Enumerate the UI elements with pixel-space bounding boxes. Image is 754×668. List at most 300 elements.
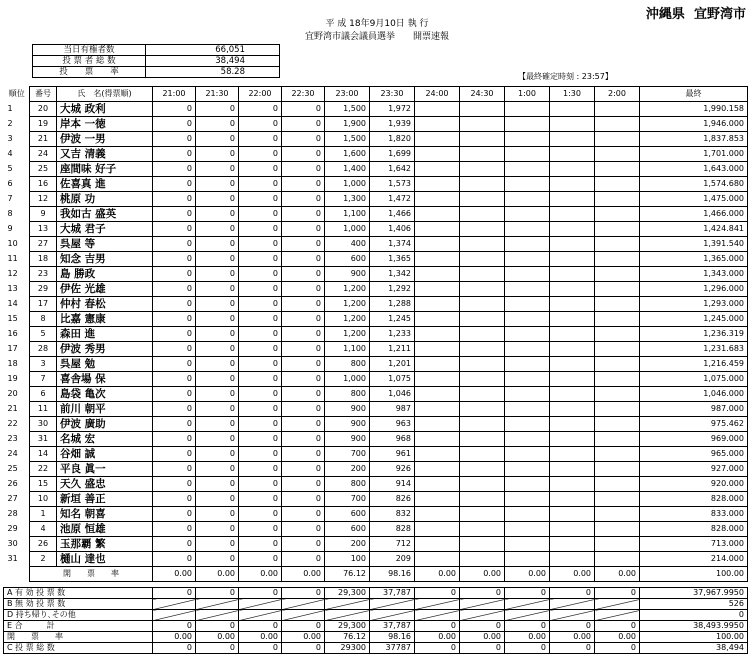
candidate-name: 知名 朝喜 xyxy=(57,507,153,522)
vote-count xyxy=(595,102,640,117)
vote-count xyxy=(550,237,595,252)
candidate-row xyxy=(4,207,748,222)
vote-count: 209 xyxy=(370,552,415,567)
vote-count xyxy=(460,387,505,402)
vote-count xyxy=(460,207,505,222)
vote-count: 1,200 xyxy=(325,297,370,312)
candidate-number: 11 xyxy=(30,402,57,417)
time-header: 21:00 xyxy=(153,87,196,102)
totals-value: 0.00 xyxy=(460,632,505,643)
candidate-number: 2 xyxy=(30,552,57,567)
vote-count xyxy=(505,252,550,267)
rank-cell: 18 xyxy=(7,359,18,368)
vote-count xyxy=(505,117,550,132)
results-table xyxy=(3,86,748,654)
vote-count: 0 xyxy=(153,432,196,447)
candidate-number: 3 xyxy=(30,357,57,372)
vote-count: 0 xyxy=(282,237,325,252)
vote-count xyxy=(505,387,550,402)
vote-count: 0 xyxy=(282,297,325,312)
vote-count xyxy=(550,492,595,507)
vote-count xyxy=(415,177,460,192)
vote-count: 0 xyxy=(153,177,196,192)
vote-count xyxy=(415,327,460,342)
summary-value: 38,494 xyxy=(146,56,280,67)
vote-count xyxy=(415,552,460,567)
time-header: 24:30 xyxy=(460,87,505,102)
rank-header: 順位 xyxy=(8,89,25,98)
vote-count xyxy=(415,432,460,447)
rank-cell xyxy=(4,567,30,582)
vote-count: 0 xyxy=(239,162,282,177)
vote-count: 0 xyxy=(239,252,282,267)
rank-cell: 9 xyxy=(7,224,13,233)
vote-count: 0 xyxy=(196,462,239,477)
vote-count: 0 xyxy=(196,312,239,327)
time-header: 2:00 xyxy=(595,87,640,102)
vote-count: 0 xyxy=(239,102,282,117)
vote-count: 1,406 xyxy=(370,222,415,237)
summary-label: 投 票 率 xyxy=(33,67,146,78)
vote-count: 800 xyxy=(325,357,370,372)
vote-count xyxy=(460,237,505,252)
candidate-number: 10 xyxy=(30,492,57,507)
candidate-number: 26 xyxy=(30,537,57,552)
vote-count: 0 xyxy=(196,267,239,282)
vote-count: 800 xyxy=(325,477,370,492)
vote-count xyxy=(415,507,460,522)
totals-value: 29300 xyxy=(325,643,370,654)
final-votes: 1,343.000 xyxy=(640,267,748,282)
time-header: 23:30 xyxy=(370,87,415,102)
final-votes: 1,231.683 xyxy=(640,342,748,357)
vote-count xyxy=(595,477,640,492)
vote-count xyxy=(595,462,640,477)
vote-count: 0 xyxy=(153,117,196,132)
vote-count: 1,374 xyxy=(370,237,415,252)
vote-count: 0 xyxy=(239,507,282,522)
vote-count: 0 xyxy=(239,447,282,462)
final-votes: 833.000 xyxy=(640,507,748,522)
totals-value: 0 xyxy=(460,621,505,632)
candidate-row xyxy=(4,477,748,492)
final-votes: 828.000 xyxy=(640,522,748,537)
candidate-row xyxy=(4,462,748,477)
final-votes: 1,424.841 xyxy=(640,222,748,237)
time-header: 22:30 xyxy=(282,87,325,102)
candidate-row xyxy=(4,237,748,252)
vote-count xyxy=(505,372,550,387)
vote-count xyxy=(505,132,550,147)
vote-count: 0 xyxy=(282,132,325,147)
candidate-number: 28 xyxy=(30,342,57,357)
vote-count xyxy=(595,297,640,312)
vote-count xyxy=(505,357,550,372)
vote-count xyxy=(595,447,640,462)
vote-count: 0 xyxy=(239,387,282,402)
vote-count: 987 xyxy=(370,402,415,417)
candidate-number: 14 xyxy=(30,447,57,462)
vote-count xyxy=(505,192,550,207)
vote-count xyxy=(460,342,505,357)
rank-cell: 5 xyxy=(7,164,13,173)
candidate-row xyxy=(4,537,748,552)
totals-label: A 有 効 投 票 数 xyxy=(4,588,153,599)
candidate-row xyxy=(4,342,748,357)
vote-count: 0 xyxy=(239,402,282,417)
candidate-name: 森田 進 xyxy=(57,327,153,342)
candidate-number: 15 xyxy=(30,477,57,492)
vote-count: 1,000 xyxy=(325,372,370,387)
candidate-number: 23 xyxy=(30,267,57,282)
vote-count: 1,200 xyxy=(325,282,370,297)
vote-count: 1,200 xyxy=(325,327,370,342)
totals-value: 0 xyxy=(153,621,196,632)
final-votes: 1,365.000 xyxy=(640,252,748,267)
totals-final: 38,493.9950 xyxy=(640,621,748,632)
rank-cell: 12 xyxy=(7,269,18,278)
candidate-number: 8 xyxy=(30,312,57,327)
candidate-name: 天久 盛忠 xyxy=(57,477,153,492)
totals-value xyxy=(153,599,196,610)
candidate-row xyxy=(4,297,748,312)
vote-count: 0 xyxy=(153,447,196,462)
vote-count xyxy=(505,537,550,552)
final-votes: 1,236.319 xyxy=(640,327,748,342)
vote-count: 0 xyxy=(153,357,196,372)
candidate-row xyxy=(4,162,748,177)
totals-label: D 持ち帰り､その他 xyxy=(4,610,153,621)
vote-count: 0 xyxy=(239,492,282,507)
vote-count: 0 xyxy=(196,357,239,372)
candidate-number: 24 xyxy=(30,147,57,162)
vote-count: 1,820 xyxy=(370,132,415,147)
vote-count: 0 xyxy=(196,447,239,462)
candidate-name: 玉那覇 繁 xyxy=(57,537,153,552)
vote-count xyxy=(550,552,595,567)
totals-value: 0 xyxy=(550,621,595,632)
vote-count: 968 xyxy=(370,432,415,447)
vote-count xyxy=(415,237,460,252)
totals-value: 0.00 xyxy=(196,632,239,643)
vote-count xyxy=(550,102,595,117)
final-votes: 214.000 xyxy=(640,552,748,567)
vote-count: 0 xyxy=(282,222,325,237)
vote-count: 0 xyxy=(239,537,282,552)
final-votes: 1,574.680 xyxy=(640,177,748,192)
candidate-name: 桃原 功 xyxy=(57,192,153,207)
totals-value: 0 xyxy=(595,643,640,654)
rank-cell: 10 xyxy=(7,239,18,248)
vote-count: 0 xyxy=(153,312,196,327)
counting-rate-value: 0.00 xyxy=(415,567,460,582)
vote-count xyxy=(505,462,550,477)
vote-count: 0 xyxy=(196,387,239,402)
summary-value: 66,051 xyxy=(146,45,280,56)
vote-count: 0 xyxy=(153,207,196,222)
vote-count: 1,900 xyxy=(325,117,370,132)
rank-cell: 27 xyxy=(7,494,18,503)
city-name: 宜野湾市 xyxy=(693,7,746,22)
vote-count: 0 xyxy=(282,102,325,117)
rank-cell: 23 xyxy=(7,434,18,443)
rank-cell: 30 xyxy=(7,539,18,548)
candidate-name: 知念 吉男 xyxy=(57,252,153,267)
vote-count: 0 xyxy=(196,432,239,447)
vote-count: 0 xyxy=(196,342,239,357)
candidate-row xyxy=(4,147,748,162)
vote-count: 0 xyxy=(153,537,196,552)
vote-count: 0 xyxy=(153,372,196,387)
vote-count: 0 xyxy=(196,372,239,387)
totals-row xyxy=(4,621,748,632)
vote-count: 0 xyxy=(153,297,196,312)
totals-final: 38,494 xyxy=(640,643,748,654)
totals-value xyxy=(460,610,505,621)
final-votes: 1,075.000 xyxy=(640,372,748,387)
time-header: 22:00 xyxy=(239,87,282,102)
vote-count: 0 xyxy=(282,342,325,357)
vote-count xyxy=(460,537,505,552)
totals-value xyxy=(415,599,460,610)
vote-count xyxy=(595,177,640,192)
totals-value: 0.00 xyxy=(415,632,460,643)
vote-count: 1,939 xyxy=(370,117,415,132)
vote-count xyxy=(415,342,460,357)
vote-count: 0 xyxy=(196,117,239,132)
vote-count xyxy=(550,342,595,357)
summary-row xyxy=(33,56,280,67)
vote-count: 1,300 xyxy=(325,192,370,207)
totals-value xyxy=(282,610,325,621)
totals-value: 37787 xyxy=(370,643,415,654)
vote-count xyxy=(460,492,505,507)
vote-count xyxy=(460,177,505,192)
vote-count: 0 xyxy=(282,552,325,567)
vote-count: 0 xyxy=(153,147,196,162)
vote-count: 0 xyxy=(239,342,282,357)
rank-cell: 6 xyxy=(7,179,13,188)
totals-value: 0 xyxy=(153,643,196,654)
vote-count: 0 xyxy=(282,477,325,492)
rank-cell: 16 xyxy=(7,329,18,338)
counting-rate-row xyxy=(4,567,748,582)
election-title: 宜野湾市議会議員選挙 開票速報 xyxy=(304,32,449,42)
candidate-name: 島 勝政 xyxy=(57,267,153,282)
vote-count xyxy=(595,207,640,222)
candidate-row xyxy=(4,372,748,387)
vote-count xyxy=(460,372,505,387)
vote-count xyxy=(460,222,505,237)
vote-count xyxy=(550,447,595,462)
vote-count xyxy=(550,132,595,147)
final-votes: 927.000 xyxy=(640,462,748,477)
vote-count: 0 xyxy=(282,492,325,507)
vote-count: 0 xyxy=(282,432,325,447)
rank-cell: 8 xyxy=(7,209,13,218)
vote-count: 0 xyxy=(196,417,239,432)
vote-count xyxy=(505,552,550,567)
vote-count xyxy=(505,162,550,177)
candidate-number: 25 xyxy=(30,162,57,177)
vote-count xyxy=(460,462,505,477)
vote-count: 0 xyxy=(282,387,325,402)
totals-value: 0.00 xyxy=(595,632,640,643)
final-votes: 1,293.000 xyxy=(640,297,748,312)
candidate-row xyxy=(4,552,748,567)
candidate-number: 19 xyxy=(30,117,57,132)
vote-count xyxy=(460,507,505,522)
candidate-name: 伊佐 光雄 xyxy=(57,282,153,297)
final-votes: 1,245.000 xyxy=(640,312,748,327)
vote-count: 0 xyxy=(239,177,282,192)
vote-count: 0 xyxy=(153,507,196,522)
vote-count xyxy=(550,117,595,132)
vote-count xyxy=(415,207,460,222)
vote-count xyxy=(595,162,640,177)
candidate-name: 佐喜真 進 xyxy=(57,177,153,192)
rank-cell: 14 xyxy=(7,299,18,308)
candidate-number: 6 xyxy=(30,387,57,402)
vote-count xyxy=(595,282,640,297)
vote-count xyxy=(415,417,460,432)
vote-count: 0 xyxy=(153,252,196,267)
candidate-number: 1 xyxy=(30,507,57,522)
vote-count: 0 xyxy=(282,312,325,327)
candidate-name: 谷畑 誠 xyxy=(57,447,153,462)
vote-count xyxy=(505,267,550,282)
vote-count: 900 xyxy=(325,432,370,447)
vote-count: 0 xyxy=(196,237,239,252)
final-confirmation-time: 【最終確定時刻 : 23:57】 xyxy=(518,72,613,81)
candidate-number: 31 xyxy=(30,432,57,447)
vote-count: 0 xyxy=(282,522,325,537)
vote-count xyxy=(415,537,460,552)
totals-value: 0 xyxy=(196,643,239,654)
counting-rate-value: 0.00 xyxy=(196,567,239,582)
vote-count: 0 xyxy=(282,192,325,207)
totals-row xyxy=(4,643,748,654)
vote-count: 0 xyxy=(153,402,196,417)
vote-count xyxy=(415,387,460,402)
rank-cell: 11 xyxy=(7,254,18,263)
candidate-name: 島袋 亀次 xyxy=(57,387,153,402)
candidate-row xyxy=(4,267,748,282)
vote-count xyxy=(550,477,595,492)
vote-count xyxy=(595,327,640,342)
rank-cell: 24 xyxy=(7,449,18,458)
candidate-number: 17 xyxy=(30,297,57,312)
candidate-number: 9 xyxy=(30,207,57,222)
candidate-row xyxy=(4,252,748,267)
vote-count: 0 xyxy=(239,477,282,492)
vote-count: 0 xyxy=(153,192,196,207)
vote-count: 0 xyxy=(282,447,325,462)
totals-label: B 無 効 投 票 数 xyxy=(4,599,153,610)
vote-count: 0 xyxy=(153,477,196,492)
totals-value: 0 xyxy=(550,588,595,599)
final-votes: 1,946.000 xyxy=(640,117,748,132)
vote-count xyxy=(550,462,595,477)
vote-count xyxy=(595,192,640,207)
vote-count: 0 xyxy=(196,282,239,297)
vote-count: 0 xyxy=(282,462,325,477)
vote-count xyxy=(415,282,460,297)
time-header: 23:00 xyxy=(325,87,370,102)
vote-count: 961 xyxy=(370,447,415,462)
candidate-row xyxy=(4,282,748,297)
totals-value: 0.00 xyxy=(550,632,595,643)
vote-count: 0 xyxy=(153,522,196,537)
candidate-number: 30 xyxy=(30,417,57,432)
candidate-number: 4 xyxy=(30,522,57,537)
time-header: 1:00 xyxy=(505,87,550,102)
counting-rate-value: 0.00 xyxy=(153,567,196,582)
totals-value xyxy=(595,599,640,610)
vote-count: 0 xyxy=(153,102,196,117)
vote-count: 0 xyxy=(153,162,196,177)
vote-count: 0 xyxy=(239,207,282,222)
vote-count: 0 xyxy=(239,237,282,252)
vote-count xyxy=(460,417,505,432)
candidate-name: 伊波 一男 xyxy=(57,132,153,147)
vote-count xyxy=(595,237,640,252)
candidate-name: 喜舎場 保 xyxy=(57,372,153,387)
candidate-name: 前川 朝平 xyxy=(57,402,153,417)
vote-count: 0 xyxy=(196,147,239,162)
final-header: 最終 xyxy=(640,87,748,102)
vote-count: 0 xyxy=(282,357,325,372)
candidate-row xyxy=(4,522,748,537)
vote-count: 0 xyxy=(153,237,196,252)
totals-value: 0 xyxy=(239,643,282,654)
candidate-name: 伊波 秀男 xyxy=(57,342,153,357)
vote-count xyxy=(505,522,550,537)
time-header: 24:00 xyxy=(415,87,460,102)
final-votes: 1,391.540 xyxy=(640,237,748,252)
vote-count: 0 xyxy=(196,492,239,507)
vote-count: 0 xyxy=(239,312,282,327)
vote-count xyxy=(595,372,640,387)
candidate-row xyxy=(4,402,748,417)
vote-count: 0 xyxy=(239,372,282,387)
vote-count xyxy=(460,297,505,312)
candidate-row xyxy=(4,117,748,132)
vote-count: 0 xyxy=(196,477,239,492)
vote-count: 0 xyxy=(239,222,282,237)
vote-count: 1,245 xyxy=(370,312,415,327)
vote-count: 0 xyxy=(282,117,325,132)
candidate-name: 岸本 一徳 xyxy=(57,117,153,132)
vote-count xyxy=(415,147,460,162)
final-votes: 965.000 xyxy=(640,447,748,462)
vote-count: 900 xyxy=(325,417,370,432)
vote-count xyxy=(505,432,550,447)
vote-count: 0 xyxy=(282,372,325,387)
counting-rate-value: 0.00 xyxy=(282,567,325,582)
vote-count: 1,100 xyxy=(325,342,370,357)
vote-count: 1,100 xyxy=(325,207,370,222)
vote-count: 0 xyxy=(282,402,325,417)
vote-count xyxy=(595,132,640,147)
totals-value: 29,300 xyxy=(325,588,370,599)
candidate-name: 呉屋 等 xyxy=(57,237,153,252)
rank-cell: 7 xyxy=(7,194,13,203)
vote-count xyxy=(460,522,505,537)
vote-count: 0 xyxy=(196,177,239,192)
vote-count xyxy=(505,492,550,507)
totals-value: 0 xyxy=(505,621,550,632)
